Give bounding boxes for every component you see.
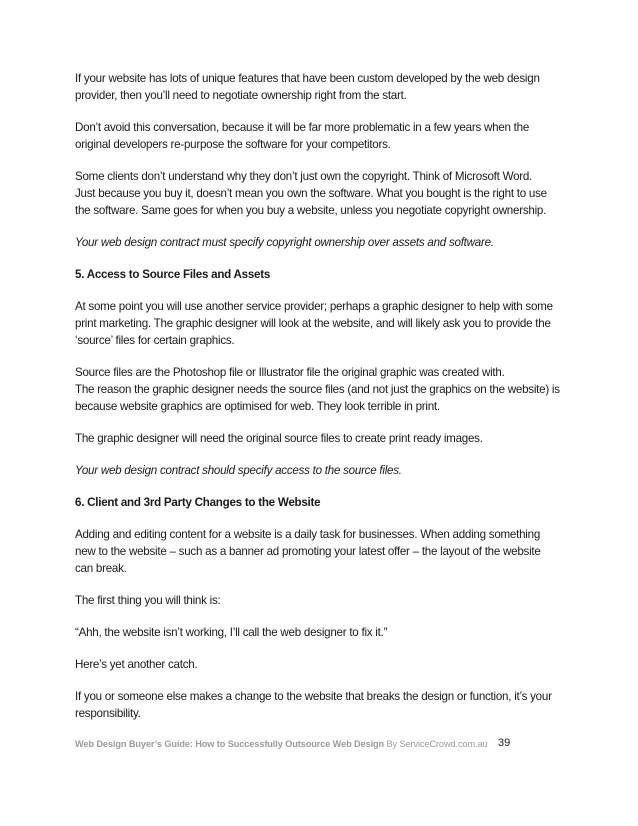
text-line: The graphic designer will need the original source files to create print ready images. xyxy=(75,432,483,445)
text-line: If you or someone else makes a change to the website that breaks the design or function, it’s your xyxy=(75,690,552,703)
paragraph xyxy=(75,656,571,673)
text-line: the software. Same goes for when you buy a website, unless you negotiate copyright ownership. xyxy=(75,204,547,217)
paragraph xyxy=(75,364,571,415)
paragraph xyxy=(75,624,571,641)
paragraph xyxy=(75,526,571,577)
callout-paragraph xyxy=(75,234,571,251)
paragraph xyxy=(75,688,571,722)
text-line: If your website has lots of unique features that have been custom developed by the web design xyxy=(75,72,540,85)
text-line: because website graphics are optimised for web. They look terrible in print. xyxy=(75,400,440,413)
text-line: print marketing. The graphic designer will look at the website, and will likely ask you to provide the xyxy=(75,317,551,330)
callout-paragraph xyxy=(75,462,571,479)
text-line: new to the website – such as a banner ad promoting your latest offer – the layout of the website xyxy=(75,545,541,558)
paragraph xyxy=(75,168,571,219)
text-line: 5. Access to Source Files and Assets xyxy=(75,268,271,281)
document-body xyxy=(75,70,571,737)
text-line: Your web design contract should specify access to the source files. xyxy=(75,464,402,477)
text-line: Some clients don’t understand why they don’t just own the copyright. Think of Microsoft Word. xyxy=(75,170,533,183)
text-line: Source files are the Photoshop file or Illustrator file the original graphic was created with. xyxy=(75,366,505,379)
text-line: “Ahh, the website isn’t working, I’ll call the web designer to fix it.” xyxy=(75,626,388,639)
text-line: provider, then you’ll need to negotiate ownership right from the start. xyxy=(75,89,407,102)
text-line: Adding and editing content for a website is a daily task for businesses. When adding something xyxy=(75,528,541,541)
text-line: ‘source’ files for certain graphics. xyxy=(75,334,235,347)
text-line: The first thing you will think is: xyxy=(75,594,221,607)
paragraph xyxy=(75,70,571,104)
page-number: 39 xyxy=(498,737,511,749)
text-line: The reason the graphic designer needs the source files (and not just the graphics on the website) is xyxy=(75,383,560,396)
paragraph xyxy=(75,298,571,349)
paragraph xyxy=(75,119,571,153)
text-line: Don’t avoid this conversation, because it will be far more problematic in a few years when the xyxy=(75,121,530,134)
text-line: original developers re-purpose the software for your competitors. xyxy=(75,138,391,151)
text-line: 6. Client and 3rd Party Changes to the Website xyxy=(75,496,321,509)
text-line: Here’s yet another catch. xyxy=(75,658,198,671)
paragraph xyxy=(75,592,571,609)
paragraph xyxy=(75,430,571,447)
footer-title: Web Design Buyer’s Guide: How to Successfully Outsource Web Design xyxy=(75,739,385,749)
text-line: At some point you will use another service provider; perhaps a graphic designer to help with some xyxy=(75,300,553,313)
section-heading xyxy=(75,494,571,511)
text-line: Your web design contract must specify copyright ownership over assets and software. xyxy=(75,236,494,249)
text-line: can break. xyxy=(75,562,127,575)
page-footer xyxy=(75,737,555,751)
text-line: Just because you buy it, doesn’t mean you own the software. What you bought is the right to use xyxy=(75,187,547,200)
footer-byline: By ServiceCrowd.com.au xyxy=(384,739,488,749)
section-heading xyxy=(75,266,571,283)
text-line: responsibility. xyxy=(75,707,141,720)
